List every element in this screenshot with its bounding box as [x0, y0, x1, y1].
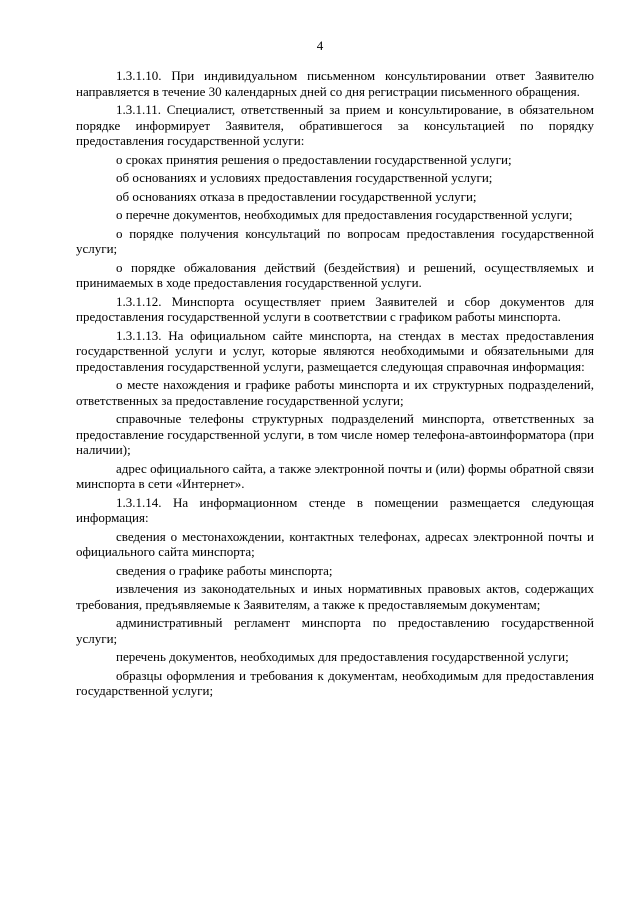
list-item: о порядке обжалования действий (бездействия) и решений, осуществляемых и принимаемых в ходе предоставления государственной услуги. — [76, 259, 594, 290]
list-item: административный регламент минспорта по предоставлению государственной услуги; — [76, 615, 594, 646]
paragraph-1-3-1-11: 1.3.1.11. Специалист, ответственный за прием и консультирование, в обязательном порядке информирует Заявителя, обратившегося за консультацией по порядку предоставления государственной услуги: — [76, 102, 594, 148]
paragraph-1-3-1-13: 1.3.1.13. На официальном сайте минспорта, на стендах в местах предоставления государственной услуги и услуг, которые являются необходимыми и обязательными для предоставления государственной услуги, размещается следующая справочная информация: — [76, 327, 594, 374]
page-number: 4 — [316, 38, 324, 53]
list-item: перечень документов, необходимых для предоставления государственной услуги; — [116, 649, 569, 664]
list-item: об основаниях отказа в предоставлении государственной услуги; — [116, 188, 477, 204]
list-item: сведения о графике работы минспорта; — [116, 562, 333, 578]
list-item: сведения о местонахождении, контактных телефонах, адресах электронной почты и официального сайта минспорта; — [76, 528, 594, 559]
paragraph-1-3-1-10: 1.3.1.10. При индивидуальном письменном консультировании ответ Заявителю направляется в течение 30 календарных дней со дня регистрации письменного обращения. — [76, 68, 594, 99]
list-item: образцы оформления и требования к документам, необходимым для предоставления государственной услуги; — [76, 667, 594, 698]
list-item: об основаниях и условиях предоставления государственной услуги; — [116, 170, 493, 185]
list-item: о сроках принятия решения о предоставлении государственной услуги; — [116, 151, 512, 167]
document-body — [76, 68, 594, 702]
list-item: о перечне документов, необходимых для предоставления государственной услуги; — [116, 207, 573, 222]
paragraph-1-3-1-12: 1.3.1.12. Минспорта осуществляет прием Заявителей и сбор документов для предоставления государственной услуги в соответствии с графиком работы минспорта. — [76, 293, 594, 324]
paragraph-1-3-1-14: 1.3.1.14. На информационном стенде в помещении размещается следующая информация: — [76, 494, 594, 525]
list-item: извлечения из законодательных и иных нормативных правовых актов, содержащих требования, предъявляемые к Заявителям, а также к предоставляемым документам; — [76, 581, 594, 612]
list-item: о месте нахождения и графике работы минспорта и их структурных подразделений, ответственных за предоставление государственной услуги; — [76, 377, 594, 408]
list-item: о порядке получения консультаций по вопросам предоставления государственной услуги; — [76, 225, 594, 256]
list-item: справочные телефоны структурных подразделений минспорта, ответственных за предоставление государственной услуги, в том числе номер телефона-автоинформатора (при наличии); — [76, 411, 594, 457]
list-item: адрес официального сайта, а также электронной почты и (или) формы обратной связи минспорта в сети «Интернет». — [76, 460, 594, 491]
